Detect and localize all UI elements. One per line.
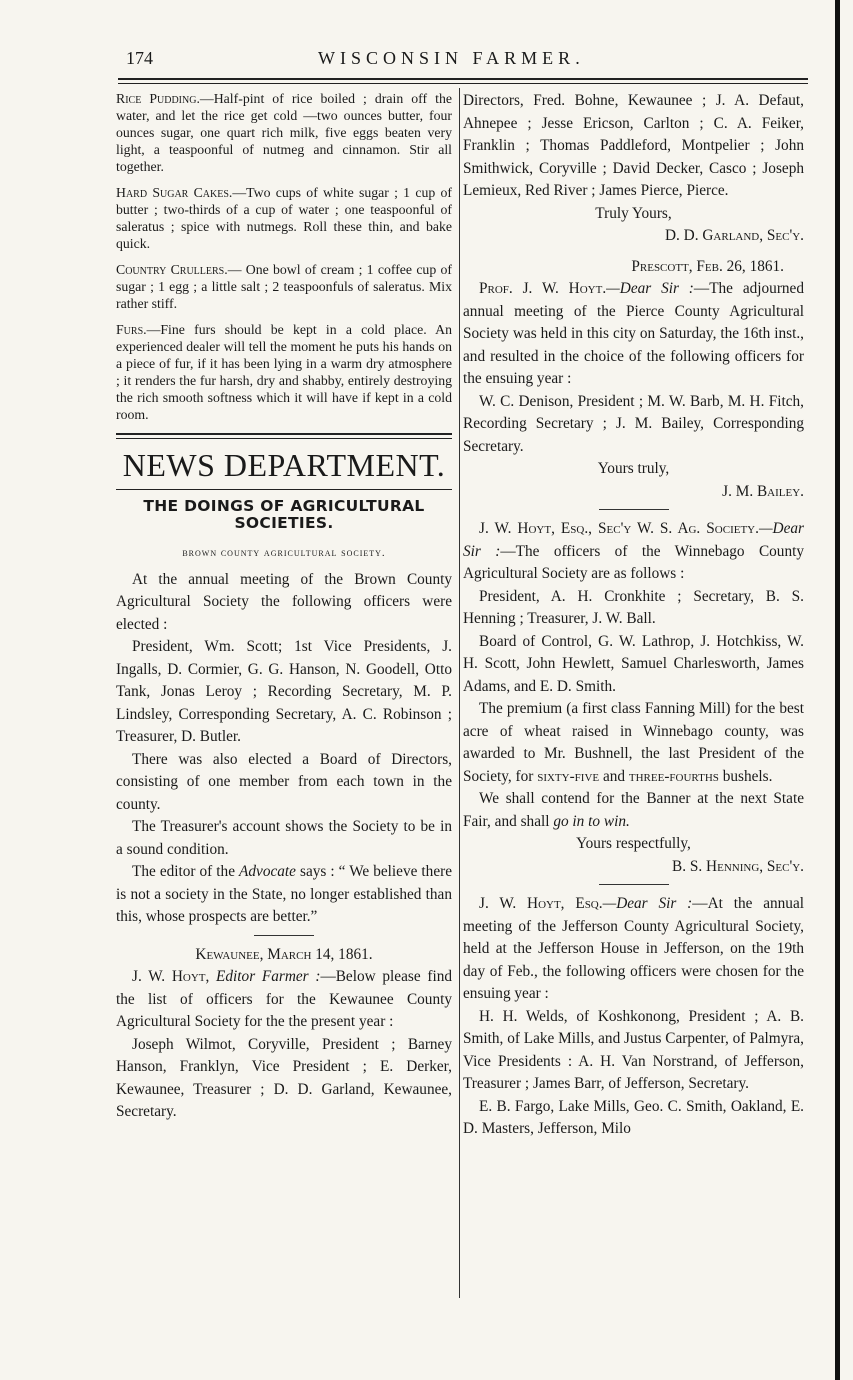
winnebago-salute-em: —Dear Sir :: [463, 520, 804, 560]
brown-p5-post: says : “ We believe there is not a society in the State, no longer established than this, whose prospects are better.”: [116, 863, 452, 925]
kewaunee-salute-em: Editor Farmer :: [216, 968, 321, 985]
premium-sixty-five: sixty-five: [537, 767, 600, 785]
prescott-body: —The adjourned annual meeting of the Pierce County Agricultural Society was held in this city on Saturday, the 16th inst., and resulted in the choice of the following officers for the ensuing year :: [463, 280, 804, 387]
kewaunee-salute-name: J. W. Hoyt,: [132, 968, 217, 985]
prescott-officers: W. C. Denison, President ; M. W. Barb, M. H. Fitch, Recording Secretary ; J. M. Bailey, Corresponding Secretary.: [463, 392, 804, 455]
kewaunee-directors: Directors, Fred. Bohne, Kewaunee ; J. A. Defaut, Ahnepee ; Jesse Ericson, Carlton ; C. A. Feiker, Franklin ; Thomas Paddleford, Montpelier ; John Smithwick, Coryville ; David Decker, Casco ; Joseph Lemieux, Red River ; James Pierce, Pierce.: [463, 92, 804, 199]
brown-p5-pre: The editor of the: [132, 863, 240, 880]
kewaunee-salutation: [116, 966, 452, 1034]
separator-rule: [599, 884, 669, 885]
brown-p3: There was also elected a Board of Directors, consisting of one member from each town in the county.: [116, 750, 452, 813]
brown-county-subhead: brown county agricultural society.: [182, 547, 386, 559]
recipe-body: —Fine furs should be kept in a cold place. An experienced dealer will tell the moment he puts his hands on a piece of fur, if it has been lying in a warm dry atmosphere ; it renders the fur harsh, dry and shabby, entirely destroying the rich smooth softness which it will have if kept in a cold room.: [116, 322, 452, 422]
prescott-salute-em: —Dear Sir :: [606, 280, 694, 297]
prescott-letter: [463, 278, 804, 391]
premium-post: bushels.: [718, 767, 773, 785]
header-rule-thick: [118, 78, 808, 80]
recipe-title: Hard Sugar Cakes.: [116, 185, 233, 200]
contend-em: go in to win.: [553, 812, 630, 830]
recipe-body: —Half-pint of rice boiled ; drain off the water, and let the rice get cold —two ounces butter, four ounces sugar, one quart rich milk, five eggs beaten very light, a teaspoonful of nutmeg and cinnamon. Stir all together.: [116, 91, 452, 174]
winnebago-premium: [463, 698, 804, 788]
kewaunee-salute-body: —Below please find the list of officers for the Kewaunee County Agricultural Society for the the present year :: [116, 968, 452, 1030]
winnebago-officers: President, A. H. Cronkhite ; Secretary, B. S. Henning ; Treasurer, J. W. Ball.: [463, 587, 804, 627]
winnebago-board: Board of Control, G. W. Lathrop, J. Hotchkiss, W. H. Scott, John Hewlett, Samuel Charlesworth, James Adams, and E. D. Smith.: [463, 632, 804, 695]
prescott-closing: Yours truly,: [597, 460, 670, 477]
brown-p4: The Treasurer's account shows the Society to be in a sound condition.: [116, 818, 452, 858]
winnebago-salute-name: J. W. Hoyt, Esq., Sec'y W. S. Ag. Society.: [479, 520, 759, 537]
premium-mid: and: [599, 767, 629, 785]
jefferson-letter: [463, 893, 804, 1006]
page-edge-shadow: [835, 0, 840, 1380]
recipe-title: Furs.: [116, 322, 147, 337]
header-rule-thin: [118, 83, 808, 84]
winnebago-contend: [463, 788, 804, 833]
prescott-salute-name: Prof. J. W. Hoyt.: [479, 280, 607, 297]
jefferson-body: —At the annual meeting of the Jefferson County Agricultural Society, held at the Jefferson House in Jefferson, on the 19th day of Feb., the following officers were chosen for the ensuing year :: [463, 895, 804, 1002]
column-divider: [459, 88, 460, 1298]
prescott-signature: J. M. Bailey.: [722, 482, 804, 500]
right-column: [463, 90, 804, 1141]
premium-pre: The premium (a first class Fanning Mill) for the best acre of wheat raised in Winnebago county, was awarded to Mr. Bushnell, the last President of the Society, for: [463, 700, 804, 785]
department-rule-thick: [116, 433, 452, 435]
brown-p2: President, Wm. Scott; 1st Vice Presidents, J. Ingalls, D. Cormier, G. G. Hanson, N. Goodell, Otto Tank, Jonas Leroy ; Recording Secretary, M. P. Lindsley, Corresponding Secretary, A. C. Robinson ; Treasurer, D. Butler.: [116, 638, 452, 745]
department-rule-thin: [116, 438, 452, 439]
brown-p1: At the annual meeting of the Brown County Agricultural Society the following officers were elected :: [116, 570, 452, 633]
brown-p5: [116, 861, 452, 929]
winnebago-closing: Yours respectfully,: [576, 835, 691, 852]
jefferson-more: E. B. Fargo, Lake Mills, Geo. C. Smith, Oakland, E. D. Masters, Jefferson, Milo: [463, 1097, 804, 1137]
jefferson-salute-name: J. W. Hoyt, Esq.: [479, 895, 603, 912]
news-department-title: NEWS DEPARTMENT.: [122, 447, 446, 483]
recipe-hard-sugar-cakes: [116, 184, 452, 252]
advocate-title: Advocate: [239, 863, 296, 880]
winnebago-signature: B. S. Henning, Sec'y.: [672, 857, 804, 875]
article-furs: [116, 321, 452, 423]
recipe-country-crullers: [116, 261, 452, 312]
contend-pre: We shall contend for the Banner at the next State Fair, and shall: [463, 790, 804, 830]
prescott-dateline: Prescott, Feb. 26, 1861.: [631, 257, 784, 275]
section-heading: THE DOINGS OF AGRICULTURAL SOCIETIES.: [143, 497, 425, 532]
news-body-left: [116, 542, 452, 1124]
premium-three-fourths: three-fourths: [628, 767, 719, 785]
jefferson-officers: H. H. Welds, of Koshkonong, President ; A. B. Smith, of Lake Mills, and Justus Carpenter, of Palmyra, Vice Presidents : A. H. Van Norstrand, of Jefferson, Treasurer ; James Barr, of Jefferson, Secretary.: [463, 1007, 804, 1092]
kewaunee-officers: Joseph Wilmot, Coryville, President ; Barney Hanson, Franklyn, Vice President ; E. Derker, Kewaunee, Treasurer ; D. D. Garland, Kewaunee, Secretary.: [116, 1035, 452, 1120]
jefferson-salute-em: —Dear Sir :: [602, 895, 693, 912]
kewaunee-dateline: Kewaunee, March 14, 1861.: [195, 945, 373, 963]
winnebago-letter: [463, 518, 804, 586]
left-column: [116, 90, 452, 1124]
recipe-body: —Two cups of white sugar ; 1 cup of butter ; two-thirds of a cup of water ; one teaspoonful of saleratus ; spice with nutmegs. Roll these thin, and bake quick.: [116, 185, 453, 251]
recipe-title: Rice Pudding.: [116, 91, 200, 106]
separator-rule: [599, 509, 669, 510]
publication-title: WISCONSIN FARMER.: [318, 48, 585, 68]
page-header: [118, 48, 808, 72]
recipe-title: Country Crullers.: [116, 262, 228, 277]
kewaunee-signature: D. D. Garland, Sec'y.: [664, 227, 804, 244]
recipe-rice-pudding: [116, 90, 452, 175]
kewaunee-closing: Truly Yours,: [595, 204, 672, 222]
recipe-body: — One bowl of cream ; 1 coffee cup of sugar ; 1 egg ; a little salt ; 2 teaspoonfuls of saleratus. Mix rather stiff.: [116, 262, 452, 311]
news-department-underline: [116, 489, 452, 490]
short-rule: [254, 935, 314, 936]
winnebago-body: —The officers of the Winnebago County Agricultural Society are as follows :: [463, 542, 804, 582]
page-number: 174: [126, 48, 153, 68]
